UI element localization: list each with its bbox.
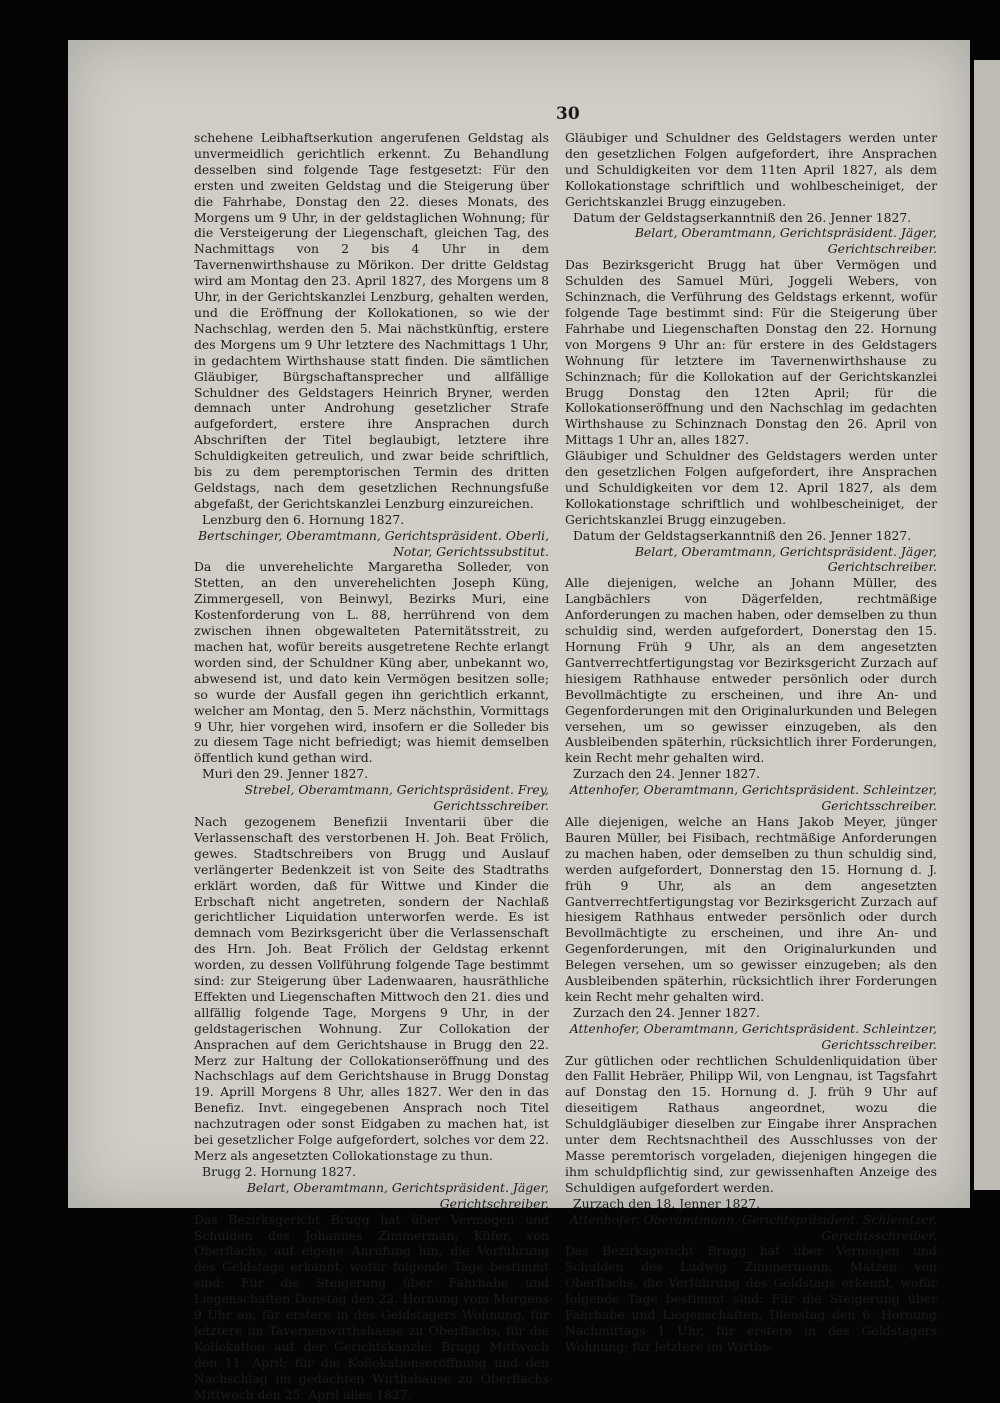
notice-signature: Belart, Oberamtmann, Gerichtspräsident. Jäger, Gerichtschreiber. — [634, 225, 937, 257]
notice-date: Brugg 2. Hornung 1827. — [202, 1163, 357, 1179]
notice-paragraph: schehene Leibhaftserkution angerufenen Geldstag als unvermeidlich gerichtlich erkennt. Zu Behandlung desselben sind folgende Tage festgesetzt: Für den ersten und zweiten Geldstag und die Steigerung über die Fahrhabe, Donstag den 22. dieses Monats, des Morgens um 9 Uhr, in der geldstaglichen Wohnung; für die Versteigerung der Liegenschaft, gleichen Tag, des Nachmittags von 2 bis 4 Uhr in dem Tavernenwirthshause zu Mörikon. Der dritte Geldstag wird am Montag den 23. April 1827, des Morgens um 8 Uhr, in der Gerichtskanzlei Lenzburg, gehalten werden, und die Eröffnung der Kollokationen, so wie der Nachschlag, werden den 5. Mai nächstkünftig, erstere des Morgens um 9 Uhr letztere des Nachmittags 1 Uhr, in gedachtem Wirthshause statt finden. Die sämtlichen Gläubiger, Bürgschaftansprecher und allfällige Schuldner des Geldstagers Heinrich Bryner, werden demnach unter Androhung gesetzlicher Strafe aufgefordert, erstere ihre Ansprachen durch Abschriften der Titel beglaubigt, letztere ihre Schuldigkeiten getreulich, und zwar beide schriftlich, bis zu dem peremptorischen Termin des dritten Geldstags, nach dem gesetzlichen Rechnungsfuße abgefaßt, der Gerichtskanzlei Lenzburg einzureichen. — [194, 130, 549, 511]
notice-paragraph: Alle diejenigen, welche an Hans Jakob Meyer, jünger Bauren Müller, bei Fisibach, rechtmäßige Anforderungen zu machen haben, oder demselben zu thun schuldig sind, werden aufgefordert, Donnerstag den 15. Hornung d. J. früh 9 Uhr, als an dem angesetzten Gantverrechtfertigungstag vor Bezirksgericht Zurzach auf hiesigem Rathhaus entweder persönlich oder durch Bevollmächtigte zu erscheinen, und ihre An- und Gegenforderungen, mit den Originalurkunden und Belegen versehen, um so gewisser einzugeben; als den Ausbleibenden späterhin, rücksichtlich ihrer Forderungen kein Recht mehr gehalten wird. — [565, 813, 937, 1004]
notice-date: Zurzach den 24. Jenner 1827. — [573, 766, 761, 782]
notice-paragraph: Das Bezirksgericht Brugg hat über Vermögen und Schulden des Samuel Müri, Joggeli Webers, von Schinznach, die Verführung des Geldstags erkennt, wofür folgende Tage bestimmt sind: Für die Steigerung über Fahrhabe und Liegenschaften Donstag den 22. Hornung von Morgens 9 Uhr an: für erstere in des Geldstagers Wohnung für letztere im Tavernenwirthshause zu Schinznach; für die Kollokation auf der Gerichtskanzlei Brugg Donstag den 12ten April; für die Kollokationseröffnung und den Nachschlag im gedachten Wirthshause zu Schinznach Donstag den 26. April von Mittags 1 Uhr an, alles 1827. — [565, 257, 937, 448]
notice-paragraph: Alle diejenigen, welche an Johann Müller, des Langbächlers von Dägerfelden, rechtmäßige Anforderungen zu machen haben, oder demselben zu thun schuldig sind, werden aufgefordert, Donerstag den 15. Hornung Früh 9 Uhr, als an dem angesetzten Gantverrechtfertigungstag vor Bezirksgericht Zurzach auf hiesigem Rathhause entweder persönlich oder durch Bevollmächtigte zu erscheinen, und ihre An- und Gegenforderungen mit den Originalurkunden und Belegen versehen, um so gewisser einzugeben, als den Ausbleibenden späterhin, rücksichtlich ihrer Forderungen, kein Recht mehr gehalten wird. — [565, 575, 937, 766]
notice-signature: Attenhofer, Oberamtmann, Gerichtspräsident. Schleintzer, Gerichtsschreiber. — [569, 1211, 937, 1243]
notice-date: Datum der Geldstagserkanntniß den 26. Jenner 1827. — [573, 527, 912, 543]
notice-signature: Belart, Oberamtmann, Gerichtspräsident. Jäger, Gerichtschreiber. — [634, 543, 937, 575]
notice-paragraph: Zur gütlichen oder rechtlichen Schuldenliquidation über den Fallit Hebräer, Philipp Wil, von Lengnau, ist Tagsfahrt auf Donstag den 15. Hornung d. J. früh 9 Uhr auf dieseitigem Rathaus angeordnet, wozu die Schuldgläubiger dieselben zur Eingabe ihrer Ansprachen unter dem Rechtsnachtheil des Ausschlusses von der Masse peremtorisch vorgeladen, diejenigen hingegen die ihm schuldpflichtig sind, zur gewissenhaften Anzeige des Schuldigen aufgefordert werden. — [565, 1052, 937, 1195]
notice-date: Zurzach den 18. Jenner 1827. — [573, 1195, 761, 1211]
page-number: 30 — [556, 104, 580, 124]
notice-paragraph: Das Bezirksgericht Brugg hat über Vermögen und Schulden des Ludwig Zimmermann, Matzen von Oberflachs, die Verführung des Geldstags erkennt, wofür folgende Tage bestimmt sind: Für die Steigerung über Fahrhabe und Liegenschaften, Dienstag den 6. Hornung Nachmittags 1 Uhr, für erstere in des Geldstagers Wohnung; für letztere im Wirths- — [565, 1243, 937, 1354]
notice-date: Muri den 29. Jenner 1827. — [202, 766, 369, 782]
notice-paragraph: Da die unverehelichte Margaretha Solleder, von Stetten, an den unverehelichten Joseph Küng, Zimmergesell, von Beinwyl, Bezirks Muri, eine Kostenforderung von L. 88, herrührend von dem zwischen ihnen obgewalteten Paternitätsstreit, zu machen hat, wofür bereits ausgetretene Rechte erlangt worden sind, der Schuldner Küng aber, unbekannt wo, abwesend ist, und dato kein Vermögen besitzen solle; so wurde der Ausfall gegen ihn gerichtlich erkannt, welcher am Montag, den 5. Merz nächsthin, Vormittags 9 Uhr, hier vorgehen wird, insofern er die Solleder bis zu diesem Tage nicht befriedigt; was hiemit demselben öffentlich kund gethan wird. — [194, 559, 549, 766]
left-column — [194, 130, 549, 1402]
notice-date: Lenzburg den 6. Hornung 1827. — [202, 511, 405, 527]
notice-signature: Belart, Oberamtmann, Gerichtspräsident. Jäger, Gerichtschreiber. — [246, 1179, 549, 1211]
notice-paragraph: Gläubiger und Schuldner des Geldstagers werden unter den gesetzlichen Folgen aufgefordert, ihre Ansprachen und Schuldigkeiten vor dem 11ten April 1827, als dem Kollokationstage schriftlich und wohlbescheiniget, der Gerichtskanzlei Brugg einzugeben. — [565, 130, 937, 209]
notice-date: Datum der Geldstagserkanntniß den 26. Jenner 1827. — [573, 209, 912, 225]
adjacent-page-edge — [974, 60, 1000, 1190]
notice-signature: Attenhofer, Oberamtmann, Gerichtspräsident. Schleintzer, Gerichtsschreiber. — [569, 782, 937, 814]
notice-paragraph: Nach gezogenem Benefizii Inventarii über die Verlassenschaft des verstorbenen H. Joh. Beat Frölich, gewes. Stadtschreibers von Brugg und Auslauf verlängerter Bedenkzeit ist von Seite des Stadtraths erklärt worden, daß für Wittwe und Kinder die Erbschaft nicht angetreten, sondern der Nachlaß gerichtlicher Liquidation unterworfen werde. Es ist demnach vom Bezirksgericht über die Verlassenschaft des Hrn. Joh. Beat Frölich der Geldstag erkennt worden, zu dessen Vollführung folgende Tage bestimmt sind: zur Steigerung über Ladenwaaren, hausräthliche Effekten und Liegenschaften Mittwoch den 21. dies und allfällig folgende Tage, Morgens 9 Uhr, in der geldstagerischen Wohnung. Zur Collokation der Ansprachen auf dem Gerichtshause in Brugg den 22. Merz zur Haltung der Collokationseröffnung und des Nachschlags auf dem Gerichtshause in Brugg Donstag 19. Aprill Morgens 8 Uhr, alles 1827. Wer den in das Benefiz. Invt. eingegebenen Ansprach noch Titel nachzutragen oder sonst Eidgaben zu machen hat, ist bei gesetzlicher Folge aufgefordert, solches vor dem 22. Merz als angesetzten Collokationstage zu thun. — [194, 813, 549, 1163]
notice-signature: Attenhofer, Oberamtmann, Gerichtspräsident. Schleintzer, Gerichtsschreiber. — [569, 1020, 937, 1052]
notice-signature: Bertschinger, Oberamtmann, Gerichtspräsident. Oberli, Notar, Gerichtssubstitut. — [198, 527, 549, 559]
notice-paragraph: Gläubiger und Schuldner des Geldstagers werden unter den gesetzlichen Folgen aufgefordert, ihre Ansprachen und Schuldigkeiten vor dem 12. April 1827, als dem Kollokationstage schriftlich und wohlbescheiniget, der Gerichtskanzlei Brugg einzugeben. — [565, 448, 937, 527]
right-column — [565, 130, 937, 1354]
notice-date: Zurzach den 24. Jenner 1827. — [573, 1004, 761, 1020]
notice-paragraph: Das Bezirksgericht Brugg hat über Vermögen und Schulden des Johannes Zimmerman, Küfer, von Oberflachs, auf eigene Anrufung hin, die Vorführung des Geldstags erkannt, wofür folgende Tage bestimmt sind: Für die Steigerung über Fahrhabe und Liegenschaften Donstag den 22. Hornung vom Morgens 9 Uhr an, für erstere in des Geldstagers Wohnung, für letztere im Tavernenwirthshause zu Oberflachs, für die Kollokation auf der Gerichtskanzlei Brugg Mittwoch den 11. April; für die Kollokationseröffnung und den Nachschlag im gedachten Wirthshause zu Oberflachs Mittwoch den 25. April alles 1827. — [194, 1211, 549, 1402]
notice-signature: Strebel, Oberamtmann, Gerichtspräsident. Frey, Gerichtsschreiber. — [244, 782, 549, 814]
